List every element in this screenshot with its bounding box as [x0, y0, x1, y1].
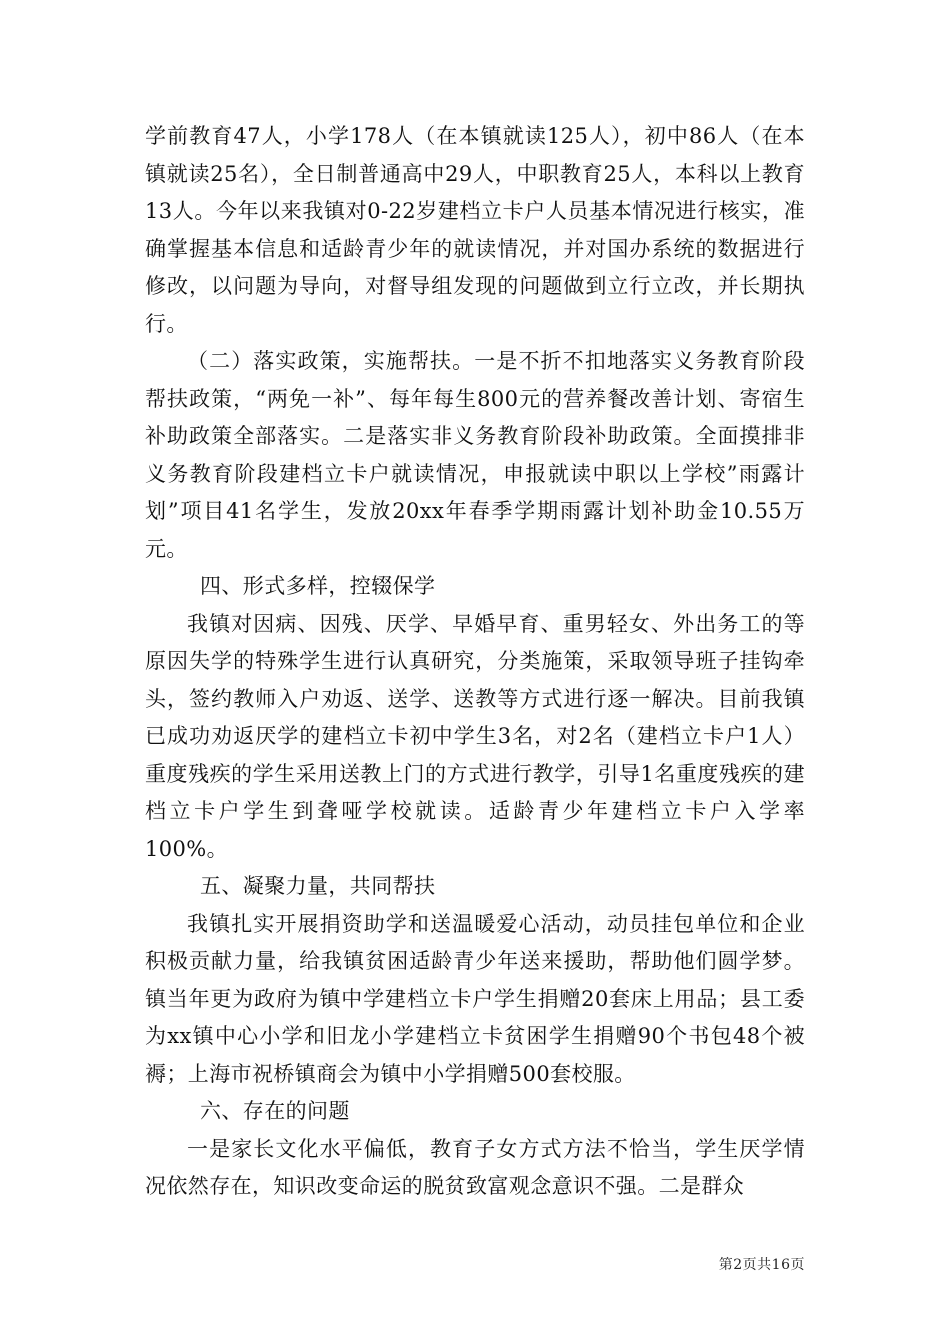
paragraph-policy-implementation: （二）落实政策，实施帮扶。一是不折不扣地落实义务教育阶段帮扶政策，“两免一补”、每年每生800元的营养餐改善计划、寄宿生补助政策全部落实。二是落实非义务教育阶段补助政策。全面摸排非义务教育阶段建档立卡户就读情况，申报就读中职以上学校”雨露计划”项目41名学生，发放20xx年春季学期雨露计划补助金10.55万元。	[145, 349, 805, 561]
paragraph-joint-assistance: 我镇扎实开展捐资助学和送温暖爱心活动，动员挂包单位和企业积极贡献力量，给我镇贫困适龄青少年送来援助，帮助他们圆学梦。镇当年更为政府为镇中学建档立卡户学生捐赠20套床上用品；县工委为xx镇中心小学和旧龙小学建档立卡贫困学生捐赠90个书包48个被褥；上海市祝桥镇商会为镇中小学捐赠500套校服。	[145, 911, 805, 1086]
paragraph-existing-problems: 一是家长文化水平偏低，教育子女方式方法不恰当，学生厌学情况依然存在，知识改变命运的脱贫致富观念意识不强。二是群众	[145, 1136, 805, 1198]
document-body	[145, 118, 805, 1206]
section-heading-four: 四、形式多样，控辍保学	[200, 574, 436, 598]
page-number: 第2页共16页	[718, 1257, 805, 1273]
paragraph-education-stats: 学前教育47人，小学178人（在本镇就读125人），初中86人（在本镇就读25名），全日制普通高中29人，中职教育25人，本科以上教育13人。今年以来我镇对0-22岁建档立卡户人员基本情况进行核实，准确掌握基本信息和适龄青少年的就读情况，并对国办系统的数据进行修改，以问题为导向，对督导组发现的问题做到立行立改，并长期执行。	[145, 124, 805, 336]
paragraph-dropout-prevention: 我镇对因病、因残、厌学、早婚早育、重男轻女、外出务工的等原因失学的特殊学生进行认真研究，分类施策，采取领导班子挂钩牵头，签约教师入户劝返、送学、送教等方式进行逐一解决。目前我镇已成功劝返厌学的建档立卡初中学生3名，对2名（建档立卡户1人）重度残疾的学生采用送教上门的方式进行教学，引导1名重度残疾的建档立卡户学生到聋哑学校就读。适龄青少年建档立卡户入学率100%。	[145, 611, 805, 861]
section-heading-six: 六、存在的问题	[200, 1099, 350, 1123]
section-heading-five: 五、凝聚力量，共同帮扶	[200, 874, 436, 898]
